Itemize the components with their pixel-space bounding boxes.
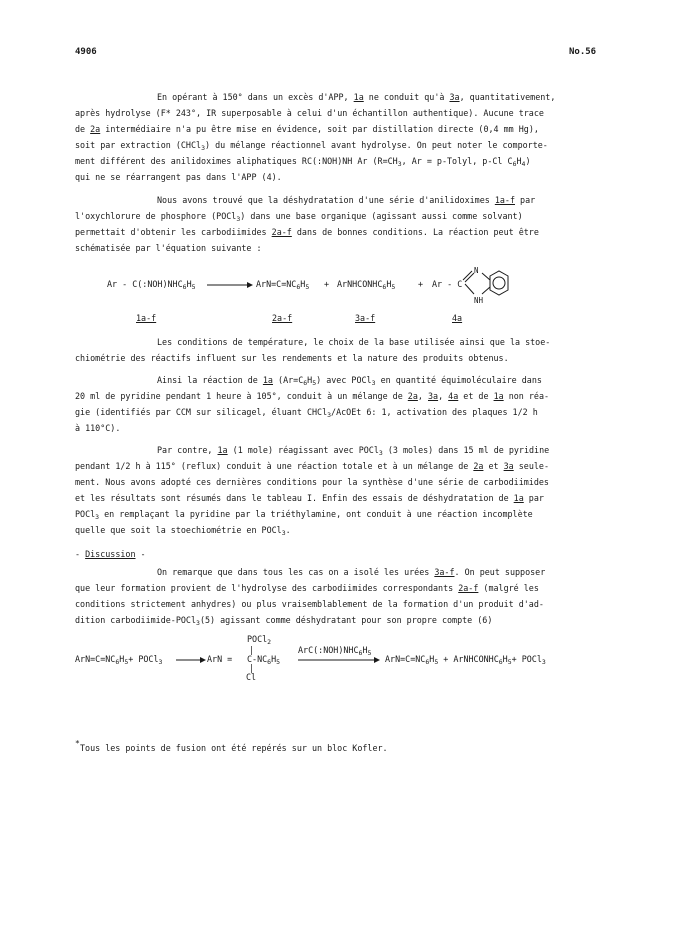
reactant-1a-f: Ar - $C(:NOH)NHC_6H_5$ [107,279,196,291]
product-4a: Ar - C [432,279,463,289]
reaction-arrow [176,656,206,664]
benzimidazole-structure [460,268,522,300]
section-heading: - Discussion - [75,549,146,559]
text-line: quelle que soit la stoechiométrie en POCl$_3$. [75,525,291,537]
compound-label-2a-f: 2a-f [272,313,293,323]
plus-sign: + [324,279,330,289]
text-line: POCl$_3$ en remplaçant la pyridine par la triéthylamine, ont conduit à une réaction incomplète [75,509,533,521]
reaction-arrow [207,281,253,289]
text-line: Par contre, 1a (1 mole) réagissant avec POCl$_3$ (3 moles) dans 15 ml de pyridine [157,445,550,457]
text-line: chiométrie des réactifs influent sur les rendements et la nature des produits obtenus. [75,353,509,363]
plus-sign: + [418,279,424,289]
scheme2-left: $ArN=C=NC_6H_5+$ POCl$_3$ [75,654,163,666]
text-line: Les conditions de température, le choix de la base utilisée ainsi que la stoe- [157,337,551,347]
text-line: ment. Nous avons adopté ces dernières conditions pour la synthèse d'une série de carbodiimides [75,477,549,487]
text-line: de 2a intermédiaire n'a pu être mise en évidence, soit par distillation directe (0,4 mm Hg), [75,124,539,134]
ring-nitrogen-label: N [474,266,479,275]
compound-label-4a: 4a [452,313,463,323]
scheme2-products: $ArN=C=NC_6H_5$ + $ArNHCONHC_6H_5+$ POCl$_3$ [385,654,546,666]
text-line: Nous avons trouvé que la déshydratation d'une série d'anilidoximes 1a-f par [157,195,536,205]
arrow-reagent-label: $ArC(:NOH)NHC_6H_5$ [298,645,372,657]
text-line: dition carbodiimide-POCl$_3$(5) agissant comme déshydratant pour son propre compte (6) [75,615,493,627]
product-3a-f: $ArNHCONHC_6H_5$ [337,279,396,291]
adduct-prefix: ArN = [207,654,233,664]
text-line: ment différent des anilidoximes aliphatiques RC(:NOH)NH Ar ($R=CH_3$, Ar = p-Tolyl, p-Cl $C_6H_4$) [75,156,531,168]
text-line: l'oxychlorure de phosphore (POCl$_3$) dans une base organique (agissant aussi comme solvant) [75,211,523,223]
text-line: pendant 1/2 h à 115° (reflux) conduit à une réaction totale et à un mélange de 2a et 3a seule- [75,461,549,471]
compound-label-3a-f: 3a-f [355,313,376,323]
text-line: En opérant à 150° dans un excès d'APP, 1a ne conduit qu'à 3a, quantitativement, [157,92,556,102]
product-2a-f: $ArN=C=NC_6H_5$ [256,279,310,291]
text-line: qui ne se réarrangent pas dans l'APP (4). [75,172,282,182]
adduct-bond-top: | [249,645,255,655]
ring-nh-label: NH [474,296,484,305]
adduct-chlorine: Cl [246,672,257,682]
issue-number: No.56 [569,47,597,57]
text-line: après hydrolyse (F* 243°, IR superposable à celui d'un échantillon authentique). Aucune trace [75,108,544,118]
adduct-core: $C-NC_6H_5$ [247,654,281,666]
text-line: schématisée par l'équation suivante : [75,243,262,253]
text-line: à 110°C). [75,423,121,433]
text-line: Ainsi la réaction de 1a $(Ar=C_6H_5)$ avec POCl$_3$ en quantité équimoléculaire dans [157,375,542,387]
page-number: 4906 [75,47,97,57]
text-line: et les résultats sont résumés dans le tableau I. Enfin des essais de déshydratation de 1a par [75,493,544,503]
footnote-text: Tous les points de fusion ont été repérés sur un bloc Kofler. [80,743,388,753]
compound-label-1a-f: 1a-f [136,313,157,323]
text-line: 20 ml de pyridine pendant 1 heure à 105°, conduit à un mélange de 2a, 3a, 4a et de 1a non réa- [75,391,550,401]
adduct-bond-bottom: | [249,663,255,673]
text-line: conditions strictement anhydres) ou plus vraisemblablement de la formation d'un produit d'ad- [75,599,544,609]
text-line: permettait d'obtenir les carbodiimides 2a-f dans de bonnes conditions. La réaction peut être [75,227,539,237]
text-line: gie (identifiés par CCM sur silicagel, éluant CHCl$_3$/AcOEt 6: 1, activation des plaques 1/2 h [75,407,538,419]
adduct-pocl2: POCl$_2$ [247,634,272,646]
text-line: que leur formation provient de l'hydrolyse des carbodiimides correspondants 2a-f (malgré les [75,583,539,593]
text-line: On remarque que dans tous les cas on a isolé les urées 3a-f. On peut supposer [157,567,546,577]
footnote-marker: * [75,739,80,748]
reaction-arrow [298,656,380,664]
text-line: soit par extraction (CHCl$_3$) du mélange réactionnel avant hydrolyse. On peut noter le comporte- [75,140,548,152]
